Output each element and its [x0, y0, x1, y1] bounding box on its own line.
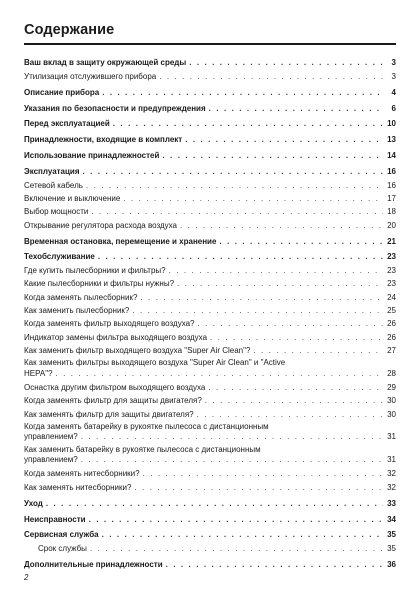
- toc-entry-label: Эксплуатация: [24, 167, 80, 177]
- toc-entry-page: 16: [387, 167, 396, 177]
- toc-entry[interactable]: [24, 217, 396, 230]
- dot-leader: [197, 410, 383, 420]
- toc-entry[interactable]: [24, 316, 396, 329]
- toc-entry-page: 16: [387, 180, 396, 190]
- table-of-contents: [24, 55, 396, 570]
- toc-entry-page: 4: [391, 87, 396, 97]
- dot-leader: [198, 319, 383, 329]
- dot-leader: [81, 432, 383, 443]
- title-rule: [24, 43, 396, 45]
- toc-entry-page: 21: [387, 236, 396, 246]
- dot-leader: [210, 333, 383, 343]
- toc-entry[interactable]: [24, 466, 396, 479]
- toc-entry-page: 35: [387, 530, 396, 540]
- toc-entry-page: 30: [387, 396, 396, 406]
- dot-leader: [89, 515, 383, 525]
- dot-leader: [180, 221, 383, 231]
- toc-entry[interactable]: [24, 262, 396, 275]
- toc-entry-page: 33: [387, 498, 396, 508]
- toc-entry-label: Техобслуживание: [24, 252, 95, 262]
- toc-entry[interactable]: [24, 116, 396, 129]
- dot-leader: [83, 167, 383, 177]
- toc-entry-page: 28: [387, 368, 396, 378]
- toc-entry-label: Когда заменять фильтр выходящего воздуха?: [24, 319, 195, 329]
- toc-entry-page: 20: [387, 220, 396, 230]
- toc-entry-label: Включение и выключение: [24, 193, 121, 203]
- dot-leader: [134, 483, 383, 493]
- page-number: 2: [24, 573, 29, 582]
- toc-entry-label: Описание прибора: [24, 87, 100, 97]
- toc-entry[interactable]: [24, 329, 396, 342]
- toc-entry[interactable]: [24, 511, 396, 524]
- toc-entry-label: Как заменить пылесборник?: [24, 306, 130, 316]
- toc-entry-label: Какие пылесборники и фильтры нужны?: [24, 279, 175, 289]
- dot-leader: [102, 530, 383, 540]
- toc-entry-page: 14: [387, 151, 396, 161]
- dot-leader: [81, 455, 383, 466]
- toc-entry-label: Утилизация отслужившего прибора: [24, 71, 157, 81]
- toc-entry-page: 32: [387, 469, 396, 479]
- toc-entry-page: 36: [387, 559, 396, 569]
- dot-leader: [253, 346, 383, 356]
- toc-entry-page: 3: [391, 58, 396, 68]
- toc-entry[interactable]: [24, 100, 396, 113]
- toc-entry-label: Указания по безопасности и предупреждения: [24, 103, 206, 113]
- toc-entry-label: Уход: [24, 498, 43, 508]
- toc-entry[interactable]: [24, 68, 396, 81]
- toc-entry[interactable]: [24, 249, 396, 262]
- toc-entry[interactable]: [24, 556, 396, 569]
- toc-entry[interactable]: [24, 540, 396, 553]
- toc-entry[interactable]: [24, 55, 396, 68]
- toc-entry-page: 3: [391, 71, 396, 81]
- toc-entry-page: 24: [387, 292, 396, 302]
- toc-entry-label: Когда заменять фильтр для защиты двигателя?: [24, 396, 202, 406]
- dot-leader: [159, 72, 383, 82]
- toc-entry[interactable]: [24, 177, 396, 190]
- toc-entry[interactable]: [24, 443, 396, 466]
- toc-entry-page: 13: [387, 135, 396, 145]
- toc-entry-page: 26: [387, 319, 396, 329]
- dot-leader: [55, 369, 383, 380]
- toc-entry-label-continued: управлением?: [24, 455, 78, 465]
- toc-entry-label-continued: HEPA"?: [24, 368, 53, 378]
- dot-leader: [113, 119, 383, 129]
- toc-entry-label: Оснастка другим фильтром выходящего воздуха: [24, 382, 206, 392]
- toc-entry-page: 17: [387, 193, 396, 203]
- toc-entry[interactable]: [24, 289, 396, 302]
- toc-entry-page: 23: [387, 265, 396, 275]
- toc-entry-label: Использование принадлежностей: [24, 151, 160, 161]
- toc-entry[interactable]: [24, 527, 396, 540]
- toc-entry[interactable]: [24, 343, 396, 356]
- toc-page: [24, 0, 396, 595]
- toc-entry[interactable]: [24, 479, 396, 492]
- toc-entry[interactable]: [24, 132, 396, 145]
- toc-entry-label: Сетевой кабель: [24, 180, 83, 190]
- toc-entry-page: 18: [387, 207, 396, 217]
- toc-entry[interactable]: [24, 495, 396, 508]
- dot-leader: [98, 252, 383, 262]
- toc-entry-page: 35: [387, 543, 396, 553]
- dot-leader: [46, 499, 383, 509]
- toc-entry-label: Ваш вклад в защиту окружающей среды: [24, 58, 187, 68]
- toc-entry-label: Как заменять фильтр для защиты двигателя?: [24, 409, 194, 419]
- dot-leader: [189, 58, 383, 68]
- toc-entry-page: 29: [387, 382, 396, 392]
- toc-entry-page: 23: [387, 279, 396, 289]
- dot-leader: [177, 279, 383, 289]
- toc-entry-label: Как заменить фильтры выходящего воздуха "Super Air Clean" и "Active: [24, 358, 286, 368]
- toc-entry-page: 10: [387, 119, 396, 129]
- dot-leader: [219, 237, 383, 247]
- toc-entry-page: 26: [387, 332, 396, 342]
- dot-leader: [102, 88, 383, 98]
- toc-entry[interactable]: [24, 393, 396, 406]
- toc-entry-page: 6: [391, 103, 396, 113]
- toc-entry-label: Как заменить фильтр выходящего воздуха "Super Air Clean"?: [24, 346, 251, 356]
- toc-entry-label: Когда заменять батарейку в рукоятке пылесоса с дистанционным: [24, 421, 269, 431]
- dot-leader: [166, 560, 383, 570]
- toc-entry-label: Выбор мощности: [24, 207, 89, 217]
- toc-entry-label: Индикатор замены фильтра выходящего воздуха: [24, 332, 208, 342]
- toc-entry[interactable]: [24, 356, 396, 379]
- toc-entry[interactable]: [24, 148, 396, 161]
- dot-leader: [205, 396, 383, 406]
- toc-entry-page: 32: [387, 482, 396, 492]
- toc-entry-page: 34: [387, 514, 396, 524]
- toc-entry[interactable]: [24, 420, 396, 443]
- toc-entry-page: 31: [387, 432, 396, 442]
- toc-entry[interactable]: [24, 164, 396, 177]
- toc-entry-label: Дополнительные принадлежности: [24, 559, 163, 569]
- toc-entry-page: 31: [387, 455, 396, 465]
- dot-leader: [90, 544, 383, 554]
- toc-entry-page: 25: [387, 306, 396, 316]
- dot-leader: [169, 266, 383, 276]
- toc-entry[interactable]: [24, 406, 396, 419]
- toc-entry-label: Когда заменять нитесборники?: [24, 469, 140, 479]
- dot-leader: [140, 293, 383, 303]
- dot-leader: [132, 306, 383, 316]
- dot-leader: [123, 194, 383, 204]
- toc-entry-page: 30: [387, 409, 396, 419]
- toc-entry[interactable]: [24, 191, 396, 204]
- toc-entry-label: Временная остановка, перемещение и хранение: [24, 236, 217, 246]
- dot-leader: [143, 469, 383, 479]
- dot-leader: [91, 207, 383, 217]
- toc-entry-label: Сервисная служба: [24, 530, 99, 540]
- dot-leader: [162, 151, 383, 161]
- page-title: Содержание: [24, 22, 115, 38]
- toc-entry[interactable]: [24, 84, 396, 97]
- toc-entry-label: Как заменить батарейку в рукоятке пылесоса с дистанционным: [24, 444, 261, 454]
- toc-entry[interactable]: [24, 276, 396, 289]
- toc-entry[interactable]: [24, 379, 396, 392]
- dot-leader: [208, 383, 383, 393]
- toc-entry-label: Где купить пылесборники и фильтры?: [24, 265, 166, 275]
- toc-entry[interactable]: [24, 204, 396, 217]
- toc-entry-label-continued: управлением?: [24, 432, 78, 442]
- toc-entry-page: 23: [387, 252, 396, 262]
- dot-leader: [185, 135, 383, 145]
- toc-entry-label: Открывание регулятора расхода воздуха: [24, 220, 177, 230]
- dot-leader: [209, 104, 383, 114]
- toc-entry-label: Перед эксплуатацией: [24, 119, 110, 129]
- toc-entry[interactable]: [24, 233, 396, 246]
- dot-leader: [86, 181, 383, 191]
- toc-entry-label: Срок службы: [38, 543, 87, 553]
- toc-entry-label: Когда заменять пылесборник?: [24, 292, 138, 302]
- toc-entry-label: Как заменять нитесборники?: [24, 482, 132, 492]
- toc-entry[interactable]: [24, 303, 396, 316]
- toc-entry-label: Неисправности: [24, 514, 86, 524]
- toc-entry-page: 27: [387, 346, 396, 356]
- toc-entry-label: Принадлежности, входящие в комплект: [24, 135, 183, 145]
